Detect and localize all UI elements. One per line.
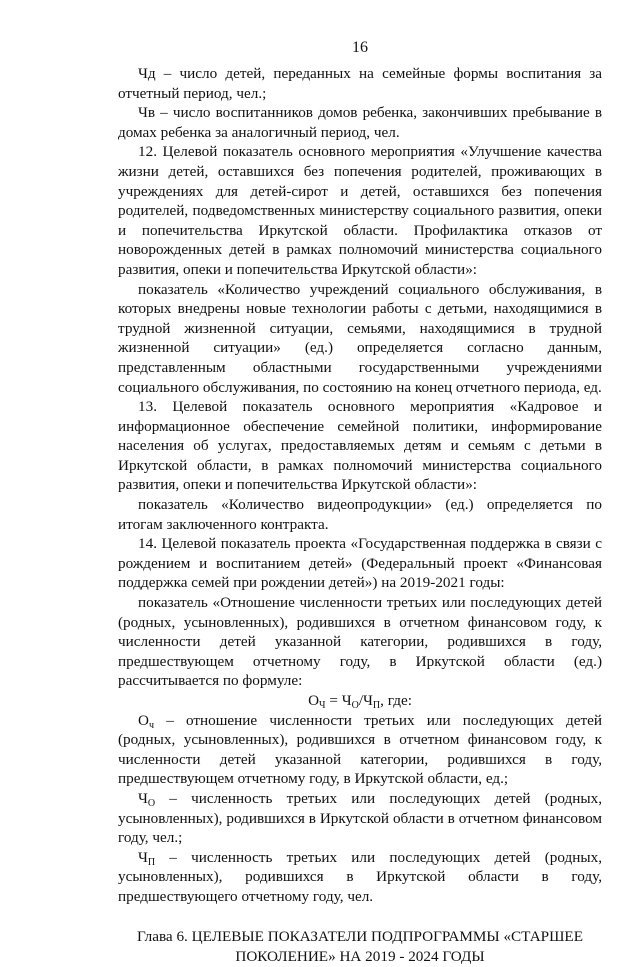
- definition-paragraph: $Ч_О$ – численность третьих или последующих детей (родных, усыновленных), родившихся в Иркутской области в отчетном финансовом году, чел.;: [118, 789, 602, 847]
- paragraph: Чд – число детей, переданных на семейные формы воспитания за отчетный период, чел.;: [118, 65, 602, 102]
- chapter-heading-line: Глава 6. ЦЕЛЕВЫЕ ПОКАЗАТЕЛИ ПОДПРОГРАММЫ «СТАРШЕЕ: [137, 927, 583, 945]
- definition-paragraph: $Ч_П$ – численность третьих или последующих детей (родных, усыновленных), родившихся в Иркутской области в году, предшествующего отчетному году, чел.: [118, 848, 602, 905]
- chapter-heading-line: ПОКОЛЕНИЕ» НА 2019 - 2024 ГОДЫ: [235, 947, 485, 965]
- document-body: [118, 64, 602, 907]
- formula: $О_Ч = Ч_О/Ч_П$, где:: [308, 692, 412, 711]
- page-number: 16: [352, 39, 368, 56]
- paragraph: 12. Целевой показатель основного мероприятия «Улучшение качества жизни детей, оставшихся без попечения родителей, проживающих в учреждениях для детей-сирот и детей, оставшихся без попечения родителей, подведомственных министерству социального развития, опеки и попечительства Иркутской области. Профилактика отказов от новорожденных детей в рамках полномочий министерства социального развития, опеки и попечительства Иркутской области»:: [118, 143, 602, 278]
- paragraph: 14. Целевой показатель проекта «Государственная поддержка в связи с рождением и воспитанием детей» (Федеральный проект «Финансовая поддержка семей при рождении детей») на 2019-2021 годы:: [118, 535, 602, 592]
- paragraph: показатель «Количество учреждений социального обслуживания, в которых внедрены новые технологии работы с детьми, находящимися в трудной жизненной ситуации, семьями, находящимися в трудной жизненной ситуации» (ед.) определяется согласно данным, представленным областными государственными учреждениями социального обслуживания, по состоянию на конец отчетного периода, ед.: [118, 280, 602, 396]
- paragraph: Чв – число воспитанников домов ребенка, закончивших пребывание в домах ребенка за аналогичный период, чел.: [118, 104, 602, 141]
- definition-paragraph: $О_ч$ – отношение численности третьих или последующих детей (родных, усыновленных), родившихся в отчетном финансовом году, к численности детей указанной категории, родившихся в году, предшествующем отчетному году, в Иркутской области, ед.;: [118, 711, 602, 788]
- chapter-heading: [118, 927, 602, 967]
- paragraph: показатель «Количество видеопродукции» (ед.) определяется по итогам заключенного контракта.: [118, 496, 602, 533]
- paragraph: показатель «Отношение численности третьих или последующих детей (родных, усыновленных), родившихся в отчетном финансовом году, к численности детей указанной категории, родившихся в году, предшествующем отчетному году, в Иркутской области (ед.) рассчитывается по формуле:: [118, 594, 602, 690]
- paragraph: 13. Целевой показатель основного мероприятия «Кадровое и информационное обеспечение семейной политики, информирование населения об услугах, предоставляемых детям и семьям с детьми в Иркутской области, в рамках полномочий министерства социального развития, опеки и попечительства Иркутской области»:: [118, 398, 602, 494]
